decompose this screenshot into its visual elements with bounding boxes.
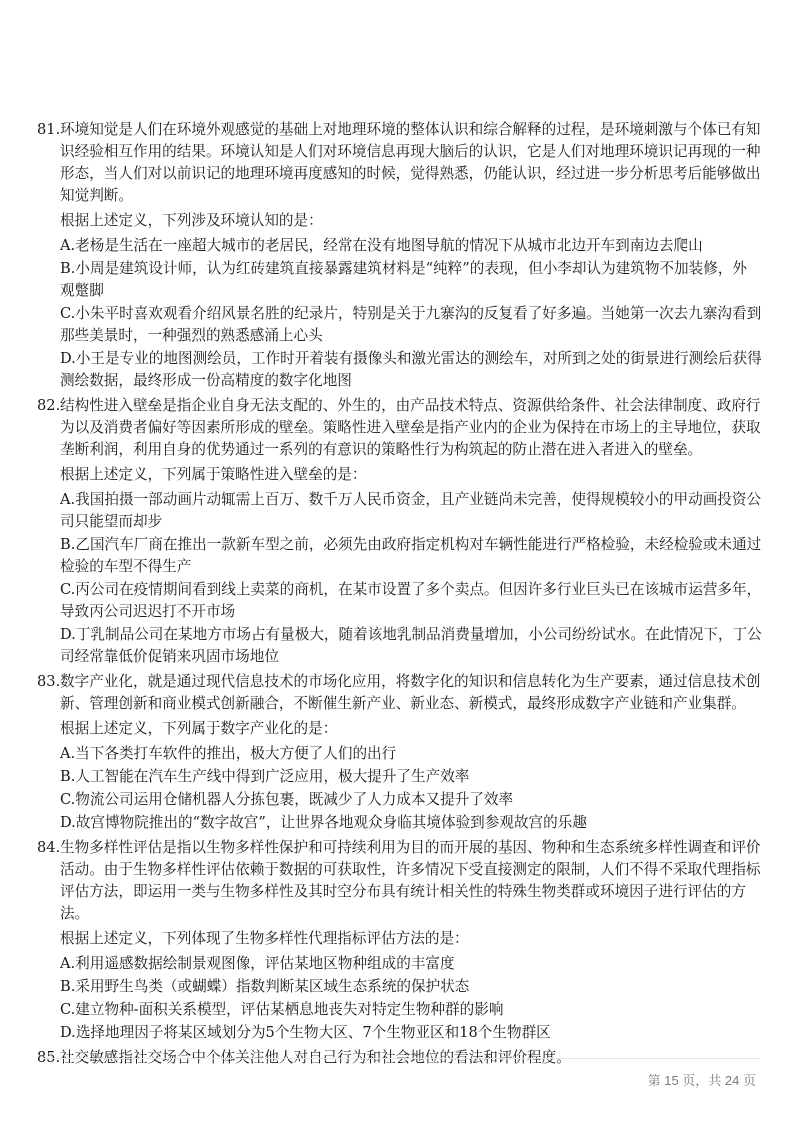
answer-option-c[interactable] (37, 303, 761, 347)
answer-option-line: 那些美景时，一种强烈的熟悉感涌上心头 (60, 327, 323, 344)
question-number: 84. (37, 839, 61, 856)
question-prompt: 根据上述定义，下列涉及环境认知的是： (60, 212, 323, 229)
answer-option-d[interactable] (37, 812, 761, 834)
answer-option-d[interactable] (37, 624, 761, 668)
answer-option-b[interactable] (37, 258, 761, 302)
question-list (37, 119, 761, 1072)
answer-options (37, 489, 761, 668)
question-84 (37, 837, 761, 1044)
question-stem-line: 垄断利润，利用自身的优势通过一系列的有意识的策略性行为构筑起的防止潜在进入者进入的壁垒。 (60, 441, 703, 458)
question-number: 85. (37, 1049, 61, 1066)
answer-option-line: A.老杨是生活在一座超大城市的老居民，经常在没有地图导航的情况下从城市北边开车到南边去爬山 (60, 237, 703, 254)
answer-option-d[interactable] (37, 1022, 761, 1044)
answer-option-line: D.丁乳制品公司在某地方市场占有量极大，随着该地乳制品消费量增加，小公司纷纷试水。在此情况下，丁公 (60, 626, 762, 643)
question-stem-line (37, 671, 761, 693)
question-stem-text: 环境知觉是人们在环境外观感觉的基础上对地理环境的整体认识和综合解释的过程，是环境刺激与个体已有知 (60, 121, 761, 138)
answer-option-b[interactable] (37, 766, 761, 788)
answer-option-a[interactable] (37, 489, 761, 533)
question-stem-line: 为以及消费者偏好等因素所形成的壁垒。策略性进入壁垒是指产业内的企业为保持在市场上的主导地位，获取 (60, 419, 761, 436)
question-prompt: 根据上述定义，下列体现了生物多样性代理指标评估方法的是： (60, 930, 469, 947)
question-stem-line: 知觉判断。 (60, 187, 133, 204)
answer-option-c[interactable] (37, 579, 761, 623)
answer-option-line: C.建立物种-面积关系模型，评估某栖息地丧失对特定生物种群的影响 (60, 1001, 504, 1018)
question-stem-text: 结构性进入壁垒是指企业自身无法支配的、外生的，由产品技术特点、资源供给条件、社会法律制度、政府行 (60, 397, 761, 414)
answer-option-line: D.小王是专业的地图测绘员，工作时开着装有摄像头和激光雷达的测绘车，对所到之处的街景进行测绘后获得 (60, 350, 762, 367)
answer-option-b[interactable] (37, 976, 761, 998)
answer-option-line: 导致丙公司迟迟打不开市场 (60, 603, 236, 620)
answer-option-d[interactable] (37, 348, 761, 392)
answer-options (37, 743, 761, 834)
answer-option-line: 观蹩脚 (60, 282, 104, 299)
question-82 (37, 395, 761, 668)
question-stem-line: 识经验相互作用的结果。环境认知是人们对环境信息再现大脑后的认识，它是人们对地理环境识记再现的一种 (60, 143, 761, 160)
answer-option-line: B.乙国汽车厂商在推出一款新车型之前，必须先由政府指定机构对车辆性能进行严格检验，未经检验或未通过 (60, 536, 762, 553)
question-stem-line: 法。 (60, 905, 90, 922)
question-stem-text: 生物多样性评估是指以生物多样性保护和可持续利用为目的而开展的基因、物种和生态系统多样性调查和评价 (60, 839, 761, 856)
question-83 (37, 671, 761, 834)
question-stem-line (37, 837, 761, 859)
answer-option-line: C.物流公司运用仓储机器人分拣包裹，既减少了人力成本又提升了效率 (60, 791, 514, 808)
answer-option-line: B.人工智能在汽车生产线中得到广泛应用，极大提升了生产效率 (60, 768, 470, 785)
answer-option-c[interactable] (37, 789, 761, 811)
question-stem-line: 新、管理创新和商业模式创新融合，不断催生新产业、新业态、新模式，最终形成数字产业链和产业集群。 (60, 695, 746, 712)
question-stem-line: 活动。由于生物多样性评估依赖于数据的可获取性，许多情况下受直接测定的限制，人们不得不采取代理指标 (60, 861, 761, 878)
answer-option-line: D.故宫博物院推出的“数字故宫”，让世界各地观众身临其境体验到参观故宫的乐趣 (60, 814, 587, 831)
answer-option-line: 司经常靠低价促销来巩固市场地位 (60, 648, 279, 665)
answer-option-line: 检验的车型不得生产 (60, 558, 192, 575)
question-stem-line (37, 119, 761, 141)
question-number: 81. (37, 121, 61, 138)
answer-option-line: C.小朱平时喜欢观看介绍风景名胜的纪录片，特别是关于九寨沟的反复看了好多遍。当她第一次去九寨沟看到 (60, 305, 762, 322)
answer-option-line: 测绘数据，最终形成一份高精度的数字化地图 (60, 372, 352, 389)
question-stem-text: 数字产业化，就是通过现代信息技术的市场化应用，将数字化的知识和信息转化为生产要素，通过信息技术创 (60, 673, 761, 690)
answer-option-line: A.当下各类打车软件的推出，极大方便了人们的出行 (60, 745, 397, 762)
answer-option-line: C.丙公司在疫情期间看到线上卖菜的商机，在某市设置了多个卖点。但因许多行业巨头已在该城市运营多年， (60, 581, 762, 598)
question-prompt: 根据上述定义，下列属于策略性进入壁垒的是： (60, 466, 367, 483)
answer-options (37, 235, 761, 392)
answer-option-line: D.选择地理因子将某区域划分为5个生物大区、7个生物亚区和18个生物群区 (60, 1024, 551, 1041)
answer-option-b[interactable] (37, 534, 761, 578)
footer-divider (42, 1058, 760, 1059)
question-stem-line: 评估方法，即运用一类与生物多样性及其时空分布具有统计相关性的特殊生物类群或环境因子进行评估的方 (60, 883, 746, 900)
answer-option-line: A.我国拍摄一部动画片动辄需上百万、数千万人民币资金，且产业链尚未完善，使得规模较小的甲动画投资公 (60, 491, 762, 508)
answer-option-line: B.小周是建筑设计师，认为红砖建筑直接暴露建筑材料是“纯粹”的表现，但小李却认为建筑物不加装修，外 (60, 260, 748, 277)
question-81 (37, 119, 761, 392)
question-stem-line (37, 395, 761, 417)
question-number: 82. (37, 397, 61, 414)
answer-option-a[interactable] (37, 743, 761, 765)
question-stem-text: 社交敏感指社交场合中个体关注他人对自己行为和社会地位的看法和评价程度。 (60, 1049, 571, 1066)
answer-option-line: A.利用遥感数据绘制景观图像，评估某地区物种组成的丰富度 (60, 955, 455, 972)
answer-option-a[interactable] (37, 953, 761, 975)
question-prompt: 根据上述定义，下列属于数字产业化的是： (60, 720, 338, 737)
question-number: 83. (37, 673, 61, 690)
answer-option-a[interactable] (37, 235, 761, 257)
answer-options (37, 953, 761, 1044)
answer-option-line: B.采用野生鸟类（或蝴蝶）指数判断某区域生态系统的保护状态 (60, 978, 470, 995)
answer-option-line: 司只能望而却步 (60, 513, 163, 530)
page-number: 第 15 页，共 24 页 (647, 1073, 756, 1088)
answer-option-c[interactable] (37, 999, 761, 1021)
question-stem-line: 形态，当人们对以前识记的地理环境再度感知的时候，觉得熟悉，仍能认识，经过进一步分析思考后能够做出 (60, 165, 761, 182)
